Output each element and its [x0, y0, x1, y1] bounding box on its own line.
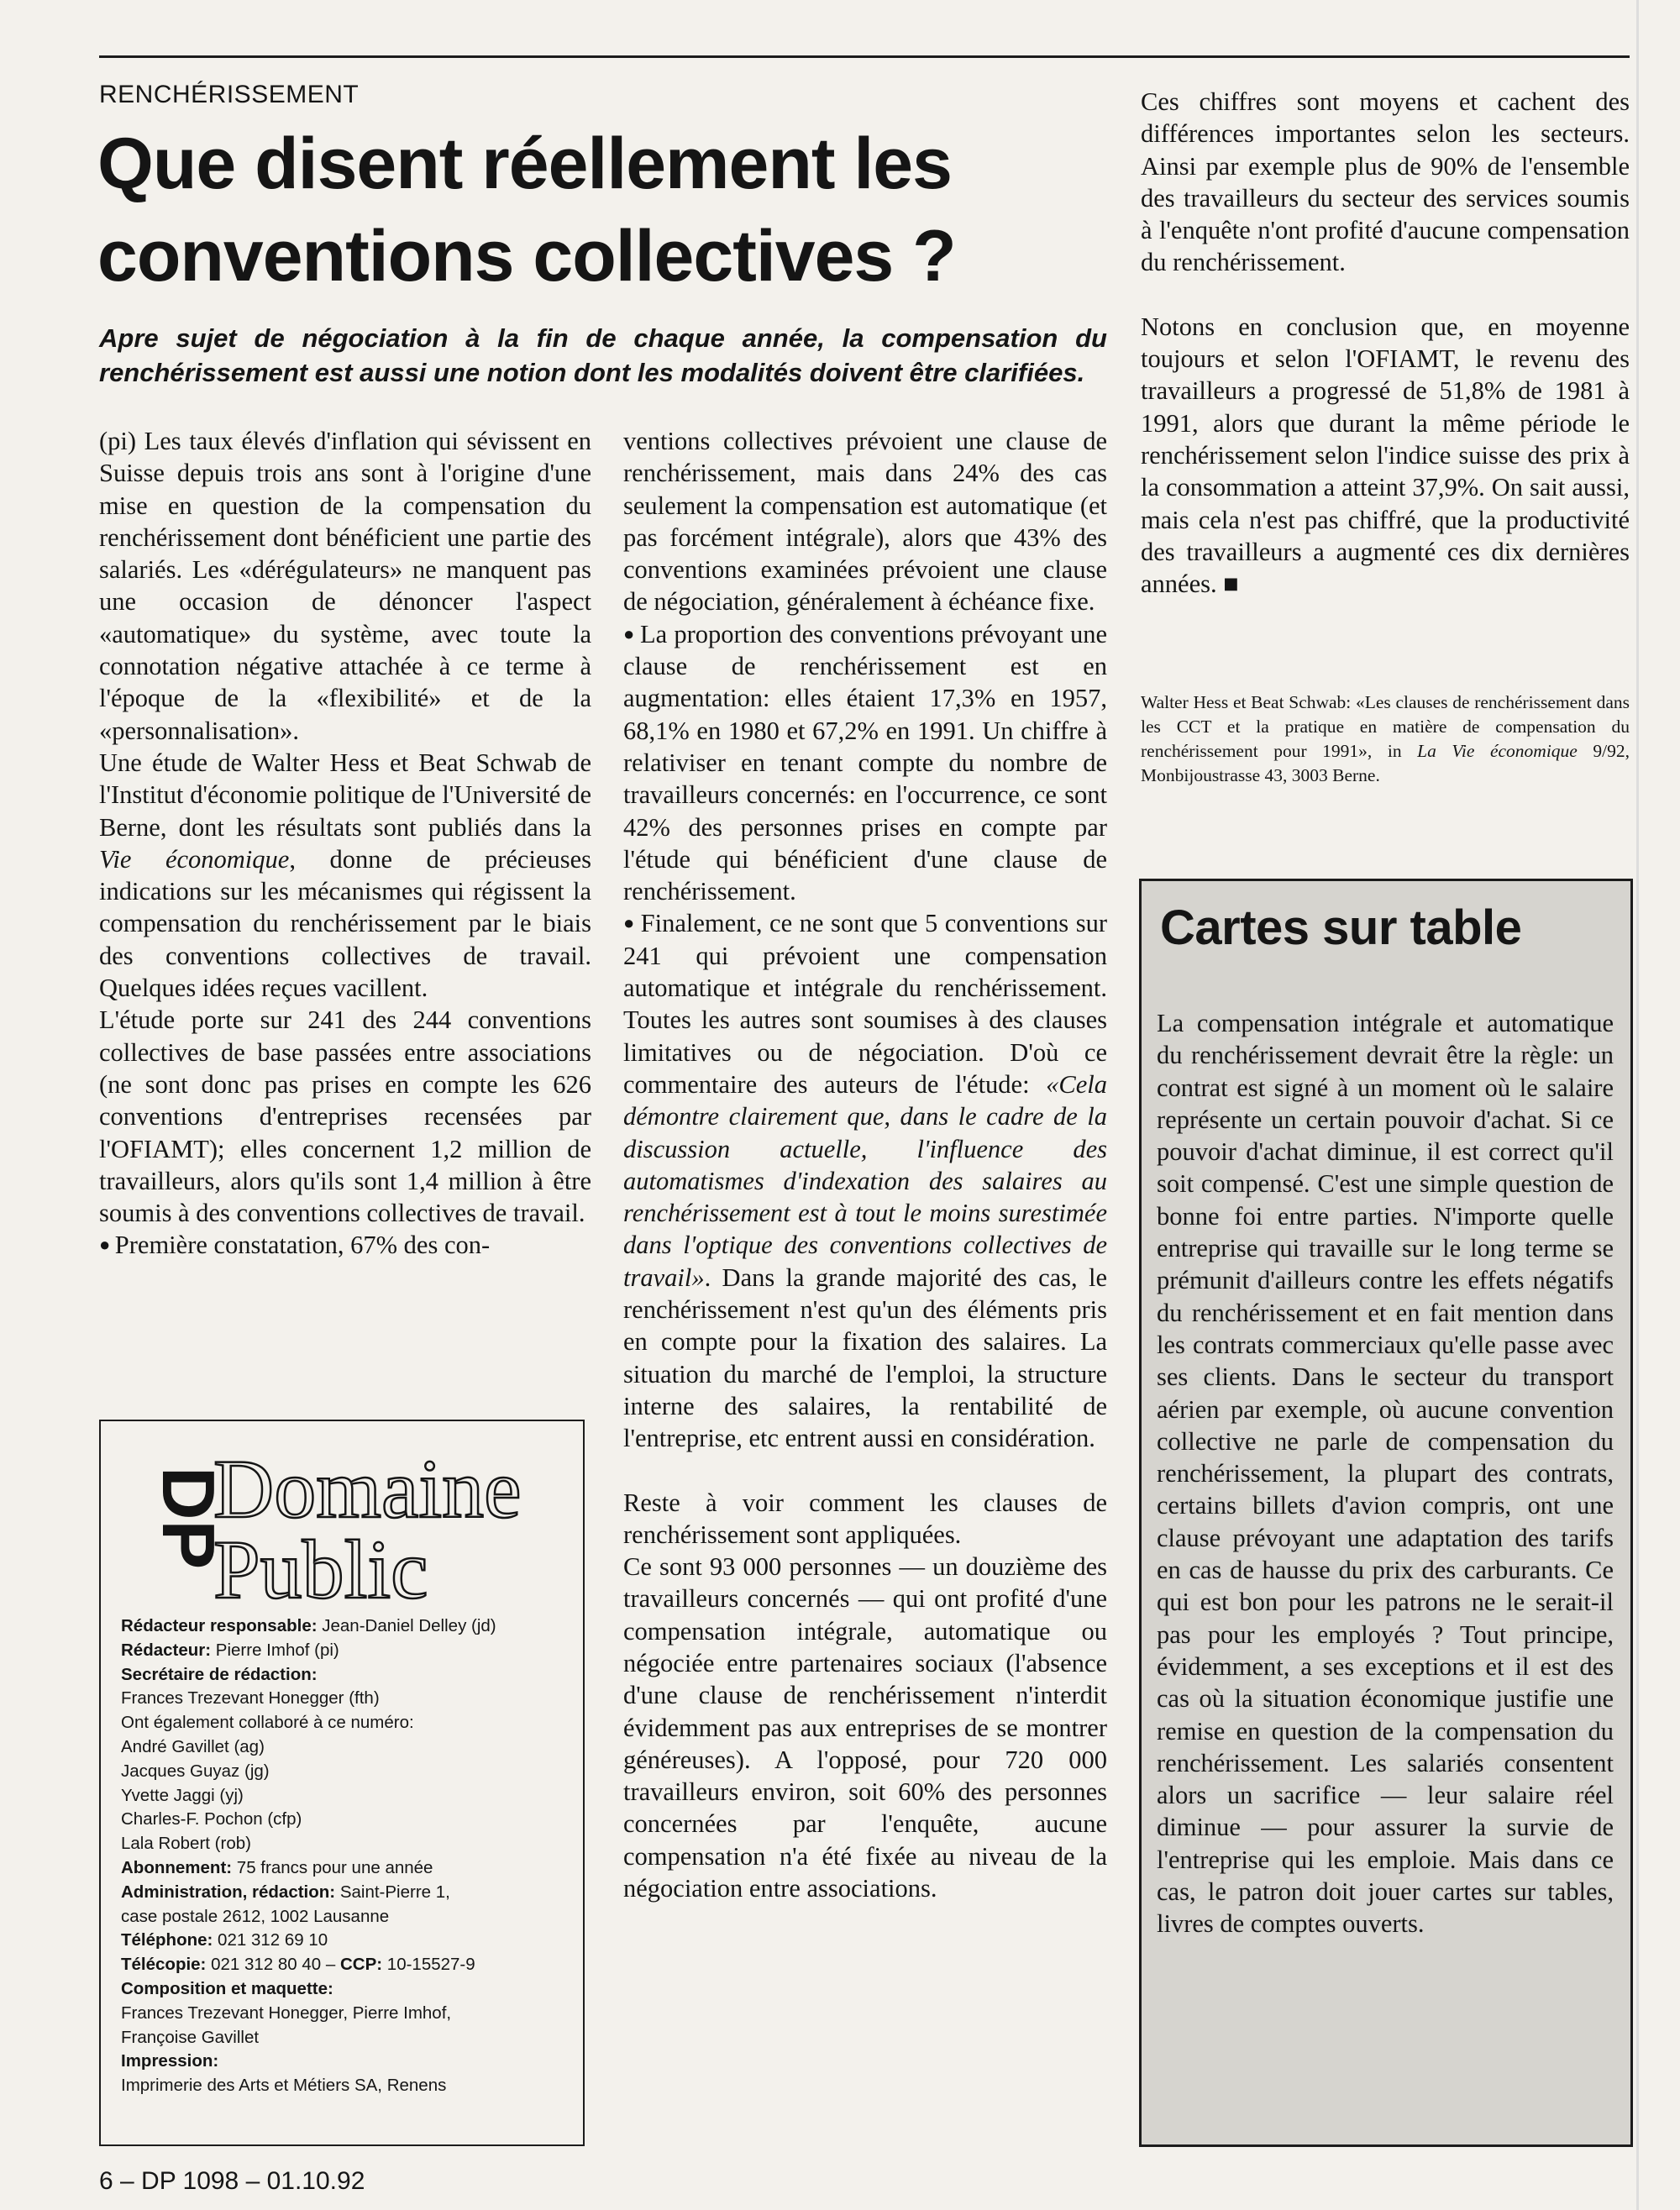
masthead-row: case postale 2612, 1002 Lausanne [121, 1906, 390, 1926]
domaine-public-logo [114, 1433, 568, 1616]
masthead-row: Rédacteur: Pierre Imhof (pi) [121, 1640, 339, 1660]
masthead-row: Lala Robert (rob) [121, 1834, 251, 1854]
bullet-paragraph: ● Première constatation, 67% des con- [99, 1229, 591, 1261]
bullet-paragraph: ● La proportion des conventions prévoyant une clause de renchérissement est en augmentation: elles étaient 17,3% en 1957, 68,1% en 1980 et 67,2% en 1991. Un chiffre à relativiser en tenant compte du nombre de travailleurs concernés: en l'occurrence, ce sont 42% des personnes prises en compte par l'étude qui bénéficient d'une clause de renchérissement. [623, 618, 1107, 908]
masthead-row: Frances Trezevant Honegger, Pierre Imhof, [121, 2003, 452, 2023]
source-citation: Walter Hess et Beat Schwab: «Les clauses de renchérissement dans les CCT et la pratique en matière de compensation du renchérissement pour 1991», in La Vie économique 9/92, Monbijoustrasse 43, 3003 Berne. [1141, 692, 1630, 785]
page-edge [1636, 0, 1639, 2210]
paragraph: Ce sont 93 000 personnes — un douzième des travailleurs concernés — qui ont profité d'une compensation intégrale, automatique ou négociée entre partenaires sociaux (l'absence d'une clause de renchérissement n'interdit évidemment pas aux entreprises de se montrer généreuses). A l'opposé, pour 720 000 travailleurs environ, soit 60% des personnes concernées par l'enquête, aucune compensation n'a été fixée au niveau de la négociation entre associations. [623, 1552, 1107, 1903]
masthead-row: Secrétaire de rédaction: [121, 1664, 318, 1684]
masthead-row: Rédacteur responsable: Jean-Daniel Delley (jd) [121, 1616, 496, 1635]
masthead-row: Jacques Guyaz (jg) [121, 1761, 270, 1781]
paragraph: ventions collectives prévoient une clause de renchérissement, mais dans 24% des cas seulement la compensation est automatique (et pas forcément intégrale), alors que 43% des conventions examinées prévoient une clause de négociation, généralement à échéance fixe. [623, 427, 1107, 617]
masthead-row: Impression: [121, 2051, 219, 2071]
masthead-row: Administration, rédaction: Saint-Pierre 1, [121, 1882, 450, 1902]
masthead-row: Composition et maquette: [121, 1978, 333, 1998]
article-column-2 [623, 425, 1107, 1904]
masthead-row: Yvette Jaggi (yj) [121, 1785, 244, 1805]
paragraph: Une étude de Walter Hess et Beat Schwab de l'Institut d'économie politique de l'Université de Berne, dont les résultats sont publiés dans la Vie économique, donne de précieuses indications sur les mécanismes qui régissent la compensation du renchérissement par le biais des conventions collectives de travail. Quelques idées reçues vacillent. [99, 748, 591, 1003]
masthead-row: Françoise Gavillet [121, 2027, 260, 2047]
page-footer: 6 – DP 1098 – 01.10.92 [99, 2167, 365, 2195]
top-rule [99, 55, 1630, 58]
article-lede: Apre sujet de négociation à la fin de chaque année, la compensation du renchérissement est aussi une notion dont les modalités doivent être clarifiées. [99, 323, 1107, 387]
sidebar-body: La compensation intégrale et automatique du renchérissement devrait être la règle: un contrat est signé à un moment où le salaire représente un certain pouvoir d'achat. Si ce pouvoir d'achat diminue, il est correct qu'il soit compensé. C'est une simple question de bonne foi entre parties. N'importe quelle entreprise qui travaille sur le long terme se prémunit d'ailleurs contre les effets négatifs du renchérissement et en fait mention dans les contrats commerciaux qu'elle passe avec ses clients. Dans le secteur du transport aérien par exemple, où aucune convention collective ne parle de compensation du renchérissement, la plupart des contrats, certains billets d'avion compris, ont une clause prévoyant une adaptation des tarifs en cas de hausse du prix des carburants. Ce qui est bon pour les patrons ne le serait-il pas pour les employés ? Tout principe, évidemment, a ses exceptions et il est des cas où la situation économique justifie une remise en question de la compensation du renchérissement. Les salariés consentent alors un sacrifice — leur salaire réel diminue — pour assurer la survie de l'entreprise qui les emploie. Mais dans ce cas, le patron doit jouer cartes sur tables, livres de comptes ouverts. [1157, 1009, 1614, 1939]
logo-word-public: Public [213, 1523, 428, 1616]
paragraph: (pi) Les taux élevés d'inflation qui sévissent en Suisse depuis trois ans sont à l'origine d'une mise en question de la compensation du renchérissement dont bénéficient une partie des salariés. Les «dérégulateurs» ne manquent pas une occasion de dénoncer l'aspect «automatique» du système, avec toute la connotation négative attachée à ce terme à l'époque de la «flexibilité» et de la «personnalisation». [99, 427, 591, 745]
masthead-row: Charles-F. Pochon (cfp) [121, 1809, 302, 1829]
masthead-row: Frances Trezevant Honegger (fth) [121, 1688, 380, 1709]
bullet-paragraph: ● Finalement, ce ne sont que 5 conventions sur 241 qui prévoient une compensation automatique et intégrale du renchérissement. Toutes les autres sont soumises à des clauses limitatives ou de négociation. D'où ce commentaire des auteurs de l'étude: «Cela démontre clairement que, dans le cadre de la discussion actuelle, l'influence des automatismes d'indexation des salaires au renchérissement est à tout le moins surestimée dans l'optique des conventions collectives de travail». Dans la grande majorité des cas, le renchérissement n'est qu'un des éléments pris en compte pour la fixation des salaires. La situation du marché de l'emploi, la structure interne des salaires, la rentabilité de l'entreprise, etc entrent aussi en considération. [623, 907, 1107, 1454]
sidebar-title: Cartes sur table [1160, 900, 1522, 955]
paragraph: L'étude porte sur 241 des 244 conventions collectives de base passées entre associations (ne sont donc pas prises en compte les 626 conventions d'entreprises recensées par l'OFIAMT); elles concernent 1,2 million de travailleurs, alors qu'ils sont 1,4 million à être soumis à des conventions collectives de travail. [99, 1005, 591, 1228]
paragraph: Ces chiffres sont moyens et cachent des différences importantes selon les secteurs. Ainsi par exemple plus de 90% de l'ensemble des travailleurs du secteur des services soumis à l'enquête n'ont profité d'aucune compensation du renchérissement. [1141, 87, 1630, 277]
masthead-row: Télécopie: 021 312 80 40 – CCP: 10-15527-9 [121, 1955, 475, 1975]
logo-dp-letters: DP [147, 1467, 230, 1570]
article-column-3 [1141, 86, 1630, 600]
article-column-1 [99, 425, 591, 1262]
sidebar-box-cartes-sur-table [1139, 879, 1633, 2147]
section-kicker: RENCHÉRISSEMENT [99, 81, 360, 108]
paragraph: Reste à voir comment les clauses de renchérissement sont appliquées. [623, 1488, 1107, 1549]
masthead-row: Téléphone: 021 312 69 10 [121, 1930, 328, 1950]
masthead-row: Ont également collaboré à ce numéro: [121, 1713, 414, 1733]
masthead-row: Imprimerie des Arts et Métiers SA, Renens [121, 2076, 447, 2096]
paragraph: Notons en conclusion que, en moyenne toujours et selon l'OFIAMT, le revenu des travailleurs a progressé de 51,8% de 1981 à 1991, alors que durant la même période le renchérissement selon l'indice suisse des prix à la consommation a atteint 37,9%. On sait aussi, mais cela n'est pas chiffré, que la productivité des travailleurs a augmenté ces dix dernières années. ■ [1141, 312, 1630, 599]
masthead-credits [121, 1614, 575, 2098]
masthead-row: André Gavillet (ag) [121, 1736, 265, 1756]
article-title: Que disent réellement les conventions collectives ? [97, 123, 956, 297]
masthead-row: Abonnement: 75 francs pour une année [121, 1857, 433, 1877]
masthead-box [99, 1420, 585, 2146]
logo-word-domaine: Domaine [213, 1442, 522, 1535]
